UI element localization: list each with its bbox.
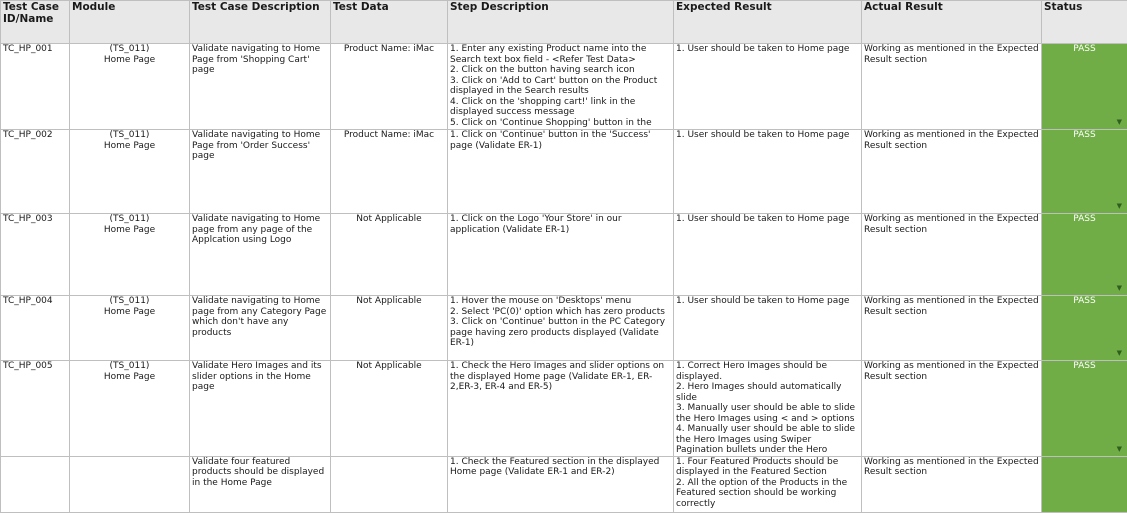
status-dropdown[interactable]	[1042, 130, 1127, 214]
module-cell[interactable]: (TS_011) Home Page	[70, 44, 190, 130]
step-description-cell[interactable]: 1. Check the Hero Images and slider options on the displayed Home page (Validate ER-1, ER-2,ER-3, ER-4 and ER-5)	[448, 361, 674, 457]
step-description-cell[interactable]: 1. Click on the Logo 'Your Store' in our application (Validate ER-1)	[448, 214, 674, 296]
status-dropdown[interactable]	[1042, 214, 1127, 296]
status-value: PASS	[1073, 130, 1096, 140]
header-test-case-id[interactable]: Test Case ID/Name	[1, 1, 70, 44]
table-row	[1, 214, 1127, 296]
expected-result-cell[interactable]: 1. User should be taken to Home page	[674, 214, 862, 296]
test-case-id-cell[interactable]: TC_HP_005	[1, 361, 70, 457]
chevron-down-icon[interactable]: ▼	[1116, 118, 1122, 126]
module-cell[interactable]	[70, 456, 190, 512]
status-value: PASS	[1073, 296, 1096, 306]
test-data-cell[interactable]	[331, 456, 448, 512]
step-description-cell[interactable]: 1. Click on 'Continue' button in the 'Success' page (Validate ER-1)	[448, 130, 674, 214]
actual-result-cell[interactable]: Working as mentioned in the Expected Result section	[862, 296, 1042, 361]
chevron-down-icon[interactable]: ▼	[1116, 202, 1122, 210]
header-test-data[interactable]: Test Data	[331, 1, 448, 44]
status-dropdown[interactable]	[1042, 456, 1127, 512]
expected-result-cell[interactable]: 1. User should be taken to Home page	[674, 44, 862, 130]
description-cell[interactable]: Validate navigating to Home page from any Category Page which don't have any products	[190, 296, 331, 361]
expected-result-cell[interactable]: 1. User should be taken to Home page	[674, 130, 862, 214]
test-case-id-cell[interactable]	[1, 456, 70, 512]
table-row	[1, 44, 1127, 130]
actual-result-cell[interactable]: Working as mentioned in the Expected Result section	[862, 214, 1042, 296]
table-row	[1, 296, 1127, 361]
actual-result-cell[interactable]: Working as mentioned in the Expected Result section	[862, 44, 1042, 130]
test-data-cell[interactable]: Not Applicable	[331, 214, 448, 296]
header-status[interactable]: Status	[1042, 1, 1127, 44]
expected-result-cell[interactable]: 1. Correct Hero Images should be displayed. 2. Hero Images should automatically slide 3. Manually user should be able to slide the Hero Images using < and > options 4. Manually user should be able to slide the Hero Images using Swiper Pagination bullets under the Hero	[674, 361, 862, 457]
test-data-cell[interactable]: Product Name: iMac	[331, 44, 448, 130]
chevron-down-icon[interactable]: ▼	[1116, 349, 1122, 357]
status-dropdown[interactable]	[1042, 44, 1127, 130]
description-cell[interactable]: Validate navigating to Home Page from 'Shopping Cart' page	[190, 44, 331, 130]
module-cell[interactable]: (TS_011) Home Page	[70, 361, 190, 457]
description-cell[interactable]: Validate four featured products should be displayed in the Home Page	[190, 456, 331, 512]
expected-result-cell[interactable]: 1. User should be taken to Home page	[674, 296, 862, 361]
step-description-cell[interactable]: 1. Check the Featured section in the displayed Home page (Validate ER-1 and ER-2)	[448, 456, 674, 512]
description-cell[interactable]: Validate navigating to Home page from any page of the Applcation using Logo	[190, 214, 331, 296]
table-row	[1, 456, 1127, 512]
actual-result-cell[interactable]: Working as mentioned in the Expected Result section	[862, 361, 1042, 457]
status-dropdown[interactable]	[1042, 296, 1127, 361]
description-cell[interactable]: Validate navigating to Home Page from 'Order Success' page	[190, 130, 331, 214]
test-case-id-cell[interactable]: TC_HP_002	[1, 130, 70, 214]
actual-result-cell[interactable]: Working as mentioned in the Expected Result section	[862, 130, 1042, 214]
header-actual-result[interactable]: Actual Result	[862, 1, 1042, 44]
description-cell[interactable]: Validate Hero Images and its slider options in the Home page	[190, 361, 331, 457]
test-data-cell[interactable]: Not Applicable	[331, 296, 448, 361]
actual-result-cell[interactable]: Working as mentioned in the Expected Result section	[862, 456, 1042, 512]
status-value: PASS	[1073, 214, 1096, 224]
module-cell[interactable]: (TS_011) Home Page	[70, 130, 190, 214]
header-expected-result[interactable]: Expected Result	[674, 1, 862, 44]
status-value: PASS	[1073, 44, 1096, 54]
status-dropdown[interactable]	[1042, 361, 1127, 457]
chevron-down-icon[interactable]: ▼	[1116, 284, 1122, 292]
step-description-cell[interactable]: 1. Enter any existing Product name into the Search text box field - <Refer Test Data> 2. Click on the button having search icon 3. Click on 'Add to Cart' button on the Product displayed in the Search results 4. Click on the 'shopping cart!' link in the displayed success message 5. Click on 'Continue Shopping' button in the	[448, 44, 674, 130]
test-case-id-cell[interactable]: TC_HP_004	[1, 296, 70, 361]
test-case-id-cell[interactable]: TC_HP_003	[1, 214, 70, 296]
test-data-cell[interactable]: Not Applicable	[331, 361, 448, 457]
test-data-cell[interactable]: Product Name: iMac	[331, 130, 448, 214]
table-row	[1, 361, 1127, 457]
table-row	[1, 130, 1127, 214]
header-description[interactable]: Test Case Description	[190, 1, 331, 44]
expected-result-cell[interactable]: 1. Four Featured Products should be displayed in the Featured Section 2. All the option of the Products in the Featured section should be working correctly	[674, 456, 862, 512]
header-row	[1, 1, 1127, 44]
status-value: PASS	[1073, 361, 1096, 371]
test-case-id-cell[interactable]: TC_HP_001	[1, 44, 70, 130]
module-cell[interactable]: (TS_011) Home Page	[70, 296, 190, 361]
step-description-cell[interactable]: 1. Hover the mouse on 'Desktops' menu 2. Select 'PC(0)' option which has zero products 3. Click on 'Continue' button in the PC Category page having zero products displayed (Validate ER-1)	[448, 296, 674, 361]
module-cell[interactable]: (TS_011) Home Page	[70, 214, 190, 296]
header-step-description[interactable]: Step Description	[448, 1, 674, 44]
header-module[interactable]: Module	[70, 1, 190, 44]
chevron-down-icon[interactable]: ▼	[1116, 444, 1122, 453]
